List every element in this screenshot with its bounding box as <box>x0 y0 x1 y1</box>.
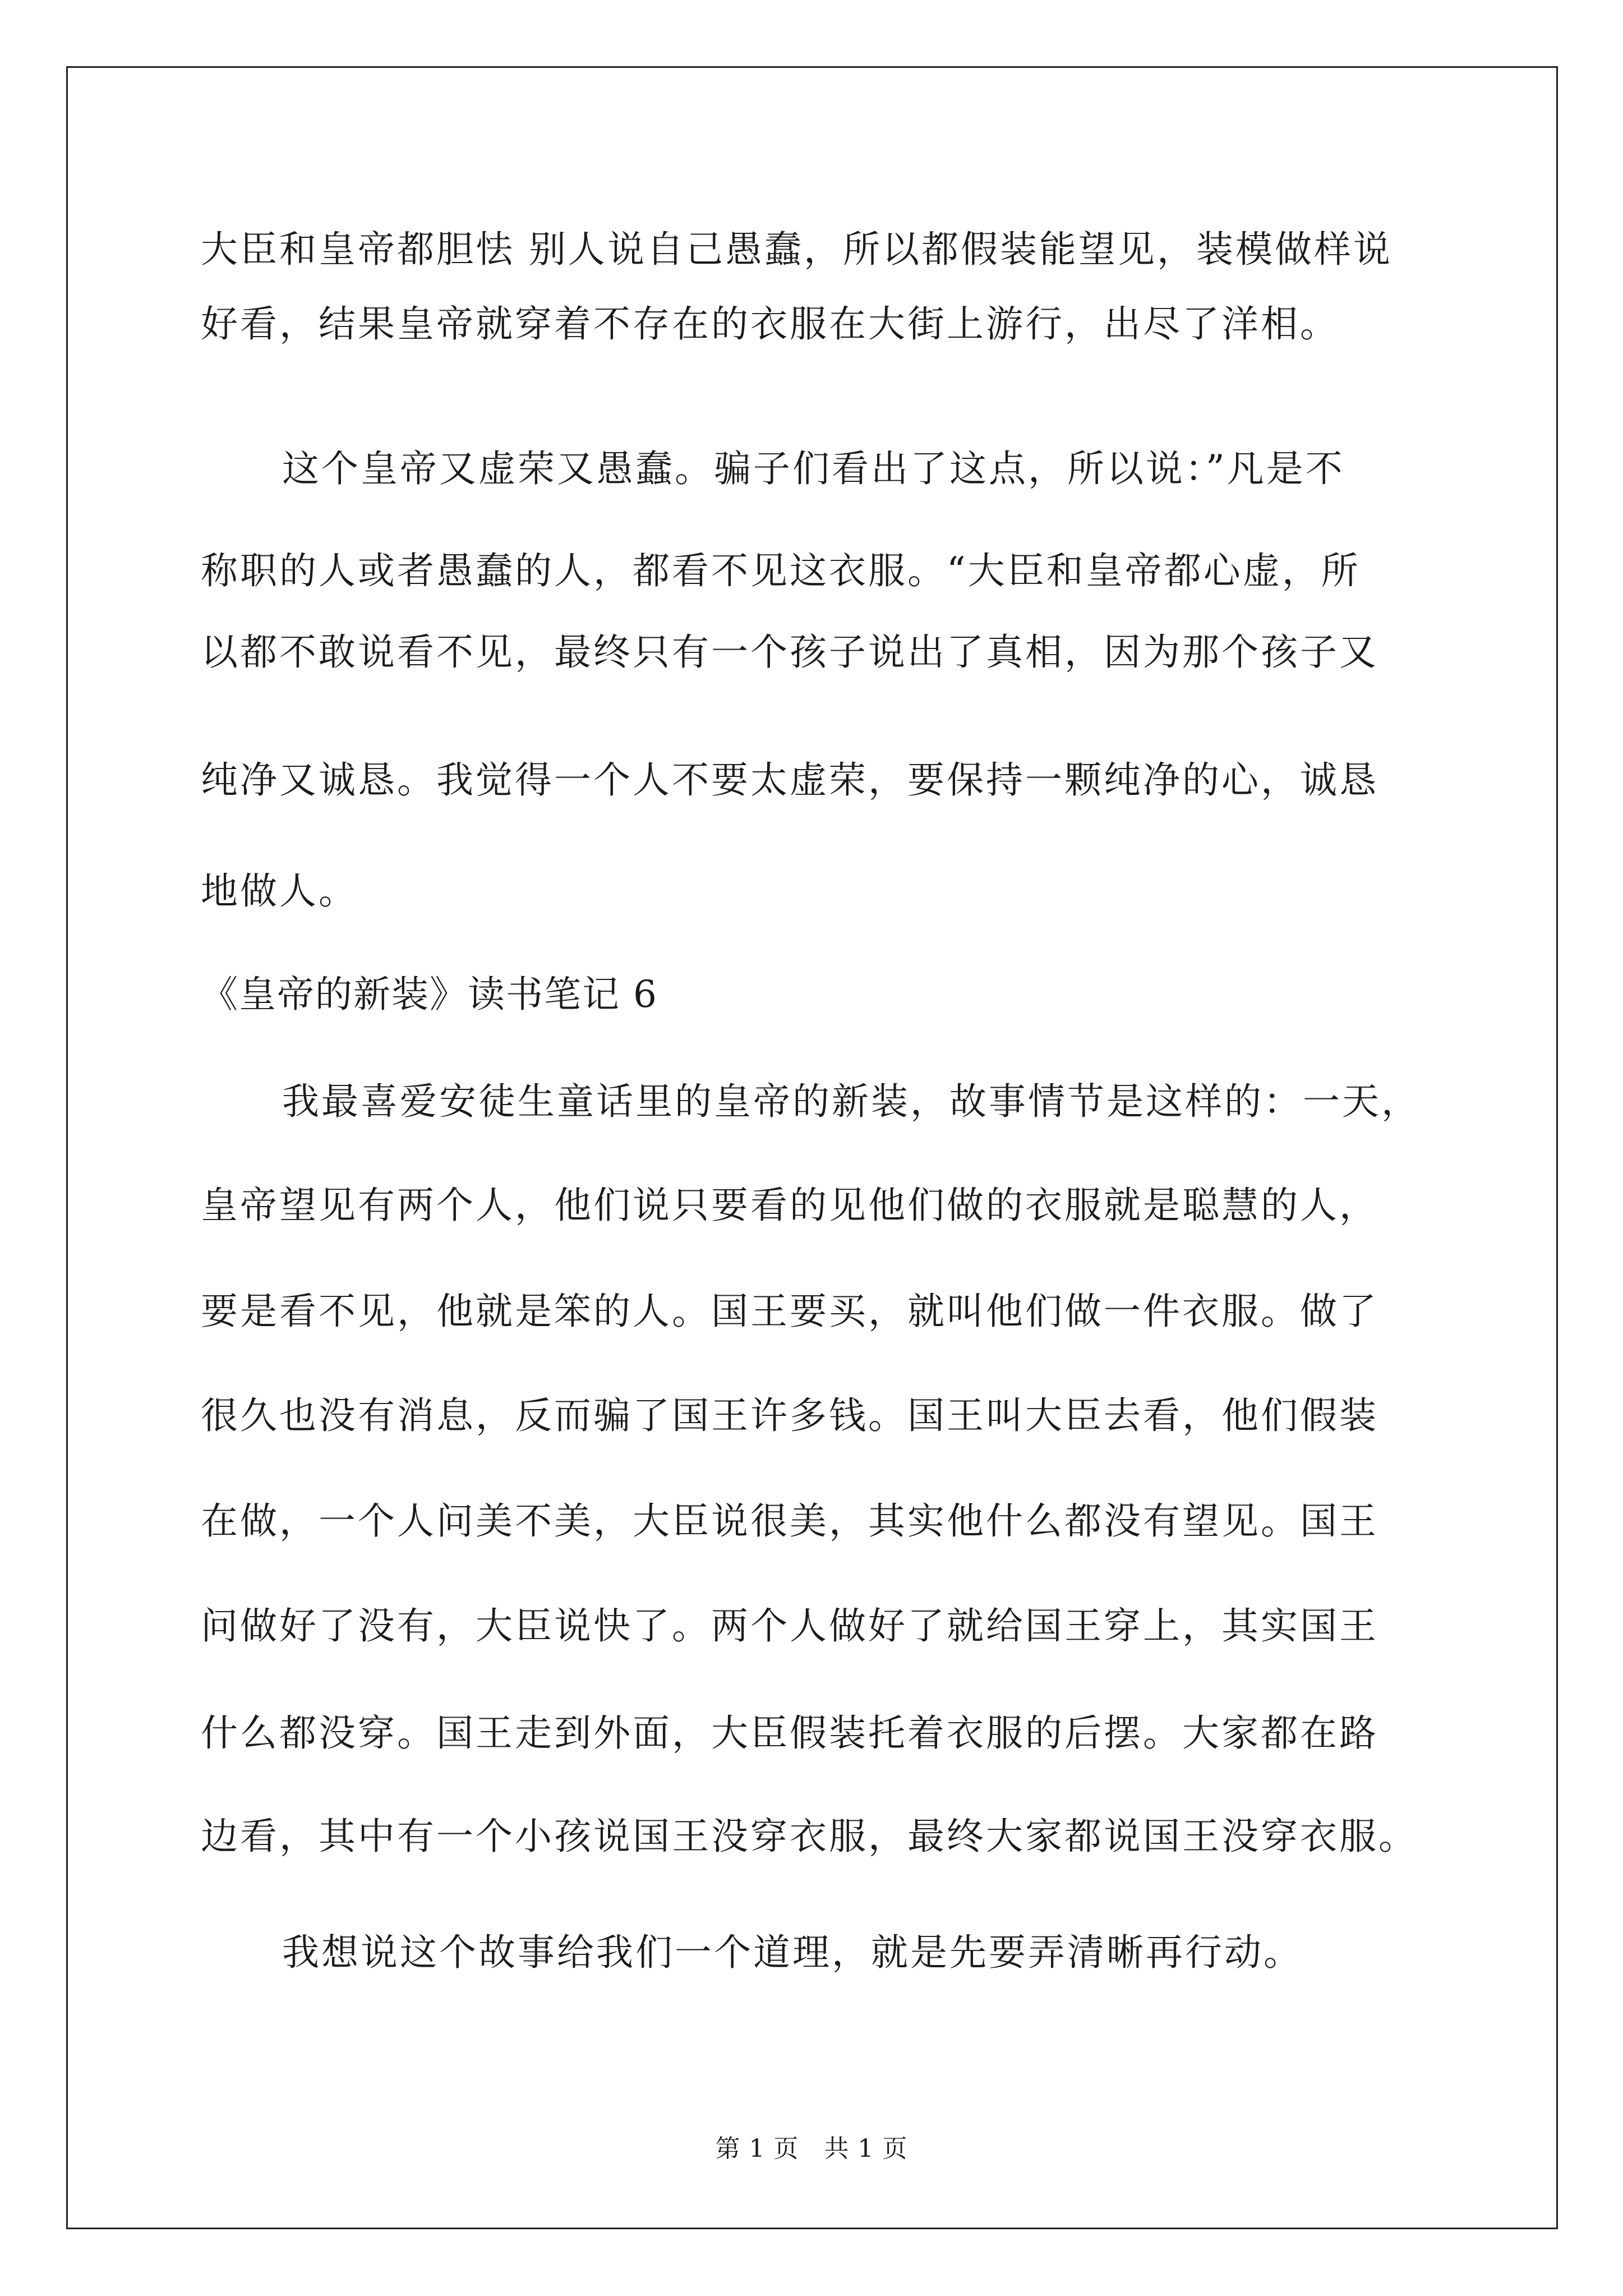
paragraph-line: 大臣和皇帝都胆怯 别人说自己愚蠢，所以都假装能望见，装模做样说 <box>201 228 1393 271</box>
page-footer: 第 1 页 共 1 页 <box>715 2134 908 2163</box>
paragraph-line: 在做，一个人问美不美，大臣说很美，其实他什么都没有望见。国王 <box>201 1499 1378 1543</box>
paragraph-line: 我最喜爱安徒生童话里的皇帝的新装，故事情节是这样的：一天， <box>282 1080 1421 1123</box>
paragraph-line: 以都不敢说看不见，最终只有一个孩子说出了真相，因为那个孩子又 <box>201 631 1378 674</box>
paragraph-line: 边看，其中有一个小孩说国王没穿衣服，最终大家都说国王没穿衣服。 <box>201 1815 1418 1858</box>
paragraph-line: 很久也没有消息，反而骗了国王许多钱。国王叫大臣去看，他们假装 <box>201 1394 1378 1437</box>
paragraph-line: 好看，结果皇帝就穿着不存在的衣服在大街上游行，出尽了洋相。 <box>201 302 1339 346</box>
paragraph-line: 这个皇帝又虚荣又愚蠢。骗子们看出了这点，所以说：”凡是不 <box>282 447 1345 490</box>
paragraph-line: 地做人。 <box>201 869 358 913</box>
page-border <box>66 66 1558 2229</box>
paragraph-line: 称职的人或者愚蠢的人，都看不见这衣服。“大臣和皇帝都心虚，所 <box>201 549 1361 592</box>
paragraph-line: 要是看不见，他就是笨的人。国王要买，就叫他们做一件衣服。做了 <box>201 1290 1378 1333</box>
paragraph-line: 我想说这个故事给我们一个道理，就是先要弄清晰再行动。 <box>282 1931 1303 1974</box>
section-heading: 《皇帝的新装》读书笔记 6 <box>201 973 658 1016</box>
paragraph-line: 纯净又诚恳。我觉得一个人不要太虚荣，要保持一颗纯净的心，诚恳 <box>201 758 1378 802</box>
paragraph-line: 什么都没穿。国王走到外面，大臣假装托着衣服的后摆。大家都在路 <box>201 1711 1378 1755</box>
paragraph-line: 皇帝望见有两个人，他们说只要看的见他们做的衣服就是聪慧的人， <box>201 1184 1378 1227</box>
paragraph-line: 问做好了没有，大臣说快了。两个人做好了就给国王穿上，其实国王 <box>201 1604 1378 1648</box>
